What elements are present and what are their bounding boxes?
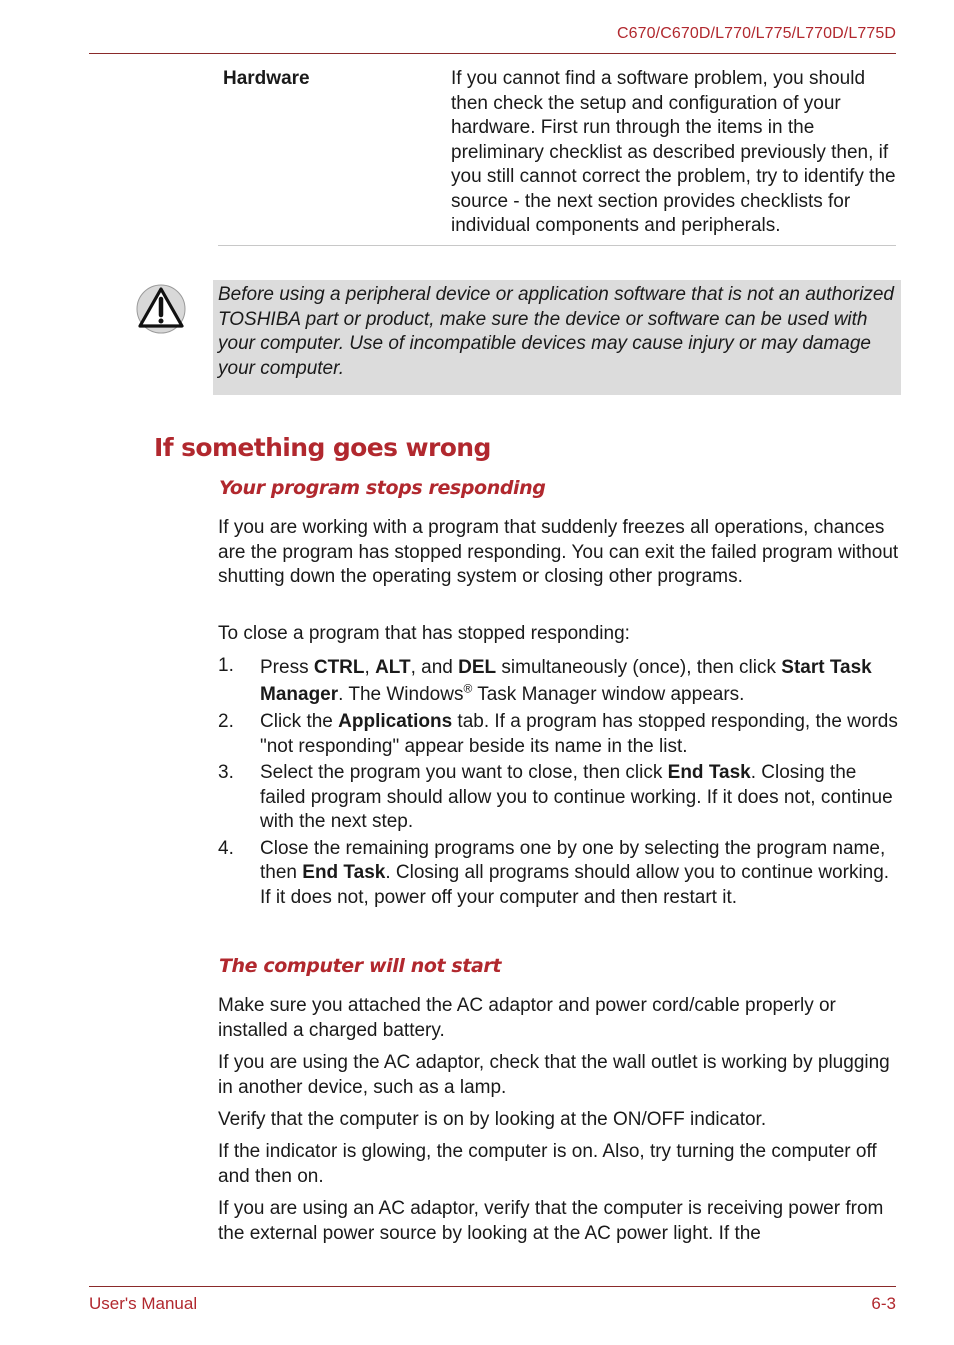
- step-text: Press CTRL, ALT, and DEL simultaneously (once), then click Start Task Manager. The Windows® Task Manager window appears.: [260, 657, 872, 705]
- list-item: [218, 761, 900, 835]
- step-text: Select the program you want to close, then click End Task. Closing the failed program should allow you to continue working. If it does not, continue with the next step.: [260, 762, 893, 832]
- footer-rule: [89, 1286, 896, 1287]
- step-number: 3.: [218, 762, 234, 783]
- steps-list: [218, 654, 900, 912]
- body-paragraph: If you are using the AC adaptor, check that the wall outlet is working by plugging in another device, such as a lamp.: [218, 1052, 890, 1098]
- document-model-header: C670/C670D/L770/L775/L770D/L775D: [617, 25, 896, 42]
- body-paragraph: Verify that the computer is on by looking at the ON/OFF indicator.: [218, 1109, 767, 1130]
- definition-term: Hardware: [223, 68, 310, 89]
- step-number: 1.: [218, 655, 234, 676]
- section-title: If something goes wrong: [154, 433, 491, 462]
- step-text: Click the Applications tab. If a program has stopped responding, the words "not responding" appear beside its name in the list.: [260, 711, 898, 757]
- list-item: [218, 710, 900, 759]
- header-rule: [89, 53, 896, 54]
- definition-description: If you cannot find a software problem, you should then check the setup and configuration of your hardware. First run through the items in the preliminary checklist as described previously then, if you still cannot correct the problem, try to identify the source - the next section provides checklists for individual components and peripherals.: [451, 68, 896, 236]
- step-number: 2.: [218, 711, 234, 732]
- body-paragraph: Make sure you attached the AC adaptor and power cord/cable properly or installed a charged battery.: [218, 995, 836, 1041]
- intro-paragraph: If you are working with a program that suddenly freezes all operations, chances are the program has stopped responding. You can exit the failed program without shutting down the operating system or closing other programs.: [218, 517, 899, 587]
- list-item: [218, 837, 900, 911]
- body-paragraph: If the indicator is glowing, the computer is on. Also, try turning the computer off and then on.: [218, 1141, 877, 1187]
- lead-paragraph: To close a program that has stopped responding:: [218, 623, 630, 644]
- warning-note: Before using a peripheral device or application software that is not an authorized TOSHIBA part or product, make sure the device or software can be used with your computer. Use of incompatible devices may cause injury or may damage your computer.: [213, 280, 901, 395]
- page-number: 6-3: [871, 1294, 896, 1313]
- definition-table: [218, 67, 896, 246]
- step-number: 4.: [218, 837, 234, 859]
- footer-manual-title: User's Manual: [89, 1294, 198, 1313]
- table-row: [218, 67, 896, 246]
- subsection-title-not-start: The computer will not start: [219, 955, 502, 977]
- warning-triangle-icon: [136, 284, 186, 334]
- subsection-title-program-stops: Your program stops responding: [219, 477, 546, 499]
- list-item: [218, 654, 900, 708]
- body-paragraph: If you are using an AC adaptor, verify that the computer is receiving power from the external power source by looking at the AC power light. If the: [218, 1198, 884, 1244]
- step-text: Close the remaining programs one by one by selecting the program name, then End Task. Closing all programs should allow you to continue working. If it does not, power off your computer and then restart it.: [260, 837, 890, 908]
